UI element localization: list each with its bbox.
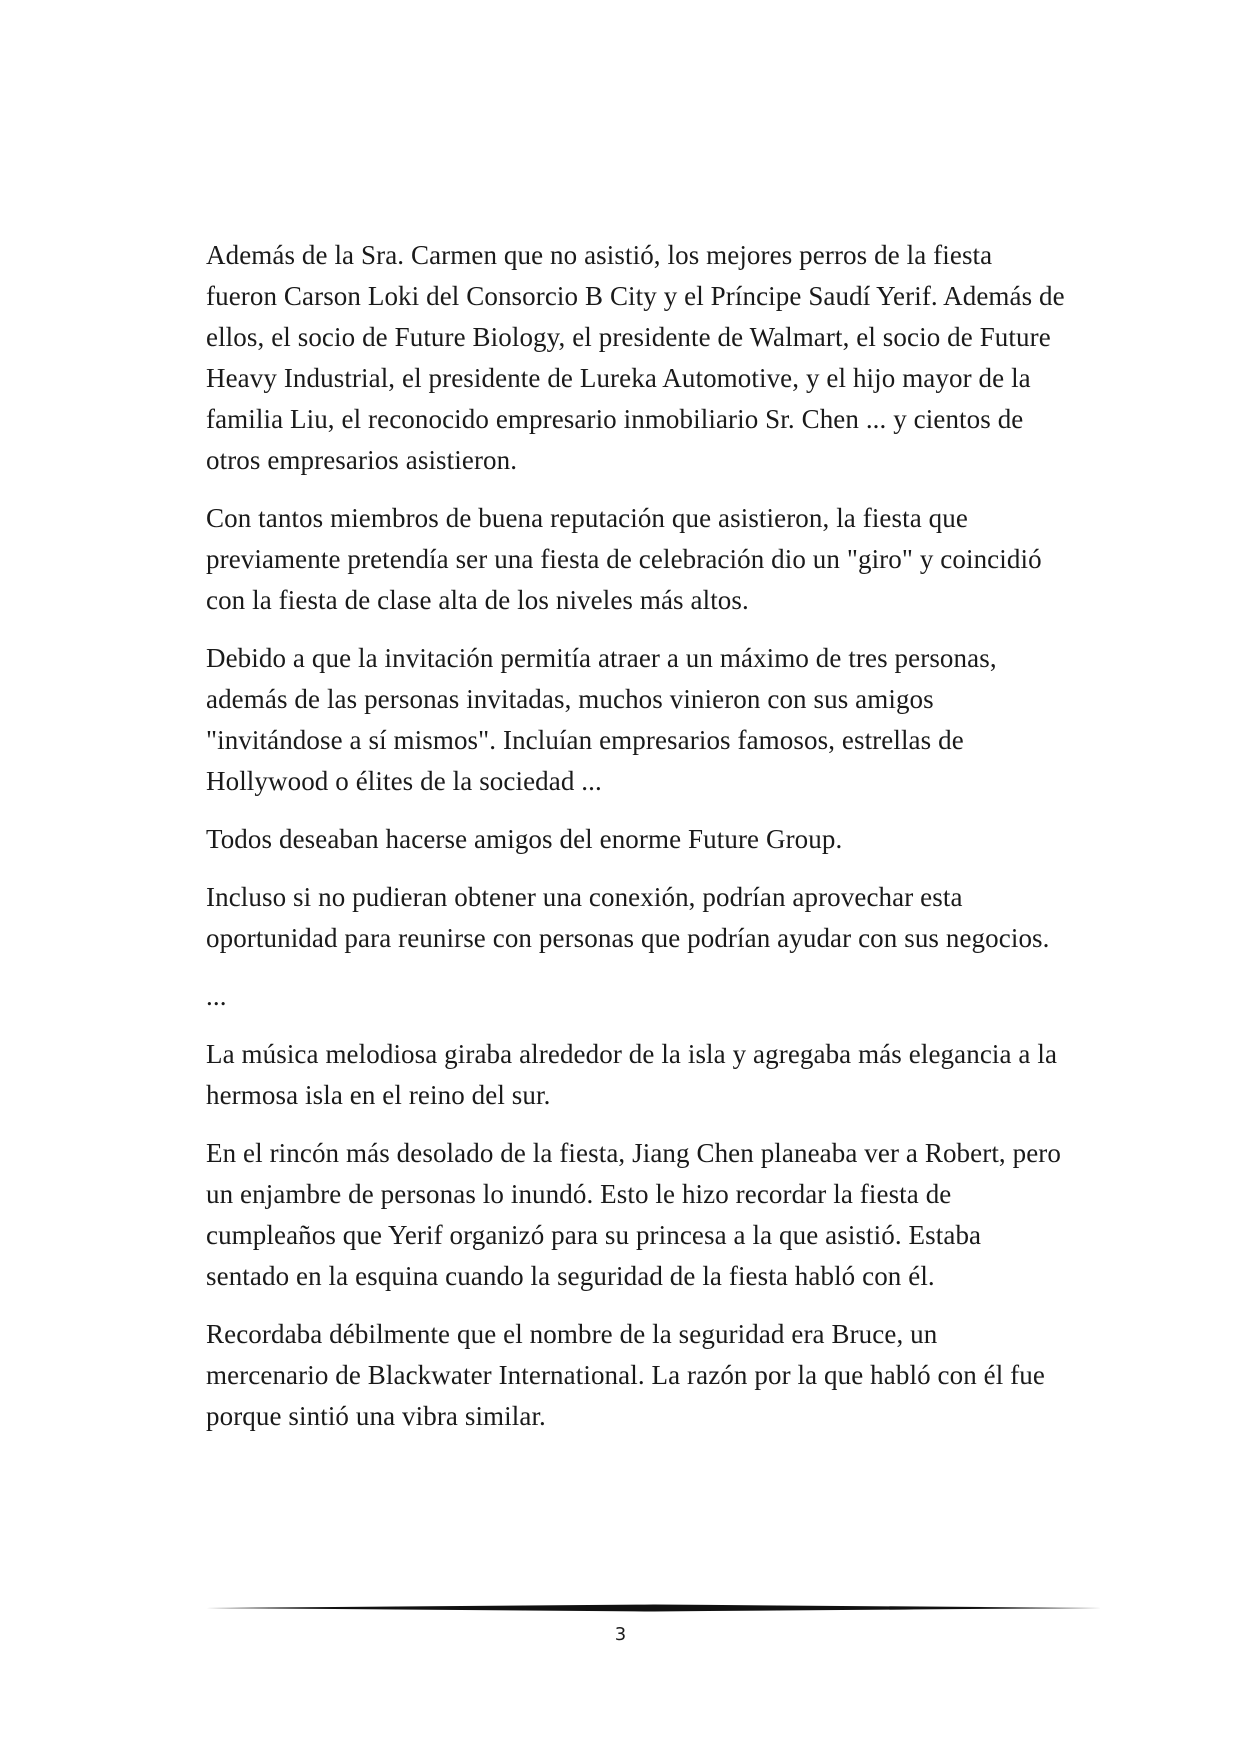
- paragraph: Debido a que la invitación permitía atraer a un máximo de tres personas, además de las personas invitadas, muchos vinieron con sus amigos "invitándose a sí mismos". Incluían empresarios famosos, estrellas de Hollywood o élites de la sociedad ...: [206, 643, 997, 796]
- paragraph: En el rincón más desolado de la fiesta, Jiang Chen planeaba ver a Robert, pero un enjambre de personas lo inundó. Esto le hizo recordar la fiesta de cumpleaños que Yerif organizó para su princesa a la que asistió. Estaba sentado en la esquina cuando la seguridad de la fiesta habló con él.: [206, 1138, 1062, 1291]
- paragraph: Todos deseaban hacerse amigos del enorme Future Group.: [206, 824, 843, 854]
- section-break: ...: [206, 981, 227, 1011]
- paragraph: Recordaba débilmente que el nombre de la seguridad era Bruce, un mercenario de Blackwater International. La razón por la que habló con él fue porque sintió una vibra similar.: [206, 1319, 1045, 1431]
- body-text: [206, 235, 1066, 1454]
- page-number: 3: [614, 1624, 627, 1645]
- paragraph: Con tantos miembros de buena reputación que asistieron, la fiesta que previamente pretendía ser una fiesta de celebración dio un "giro" y coincidió con la fiesta de clase alta de los niveles más altos.: [206, 503, 1042, 615]
- paragraph: La música melodiosa giraba alrededor de la isla y agregaba más elegancia a la hermosa isla en el reino del sur.: [206, 1039, 1058, 1110]
- paragraph: Además de la Sra. Carmen que no asistió, los mejores perros de la fiesta fueron Carson Loki del Consorcio B City y el Príncipe Saudí Yerif. Además de ellos, el socio de Future Biology, el presidente de Walmart, el socio de Future Heavy Industrial, el presidente de Lureka Automotive, y el hijo mayor de la familia Liu, el reconocido empresario inmobiliario Sr. Chen ... y cientos de otros empresarios asistieron.: [206, 240, 1065, 475]
- paragraph: Incluso si no pudieran obtener una conexión, podrían aprovechar esta oportunidad para reunirse con personas que podrían ayudar con sus negocios.: [206, 882, 1050, 953]
- footer-rule: [206, 1602, 1102, 1614]
